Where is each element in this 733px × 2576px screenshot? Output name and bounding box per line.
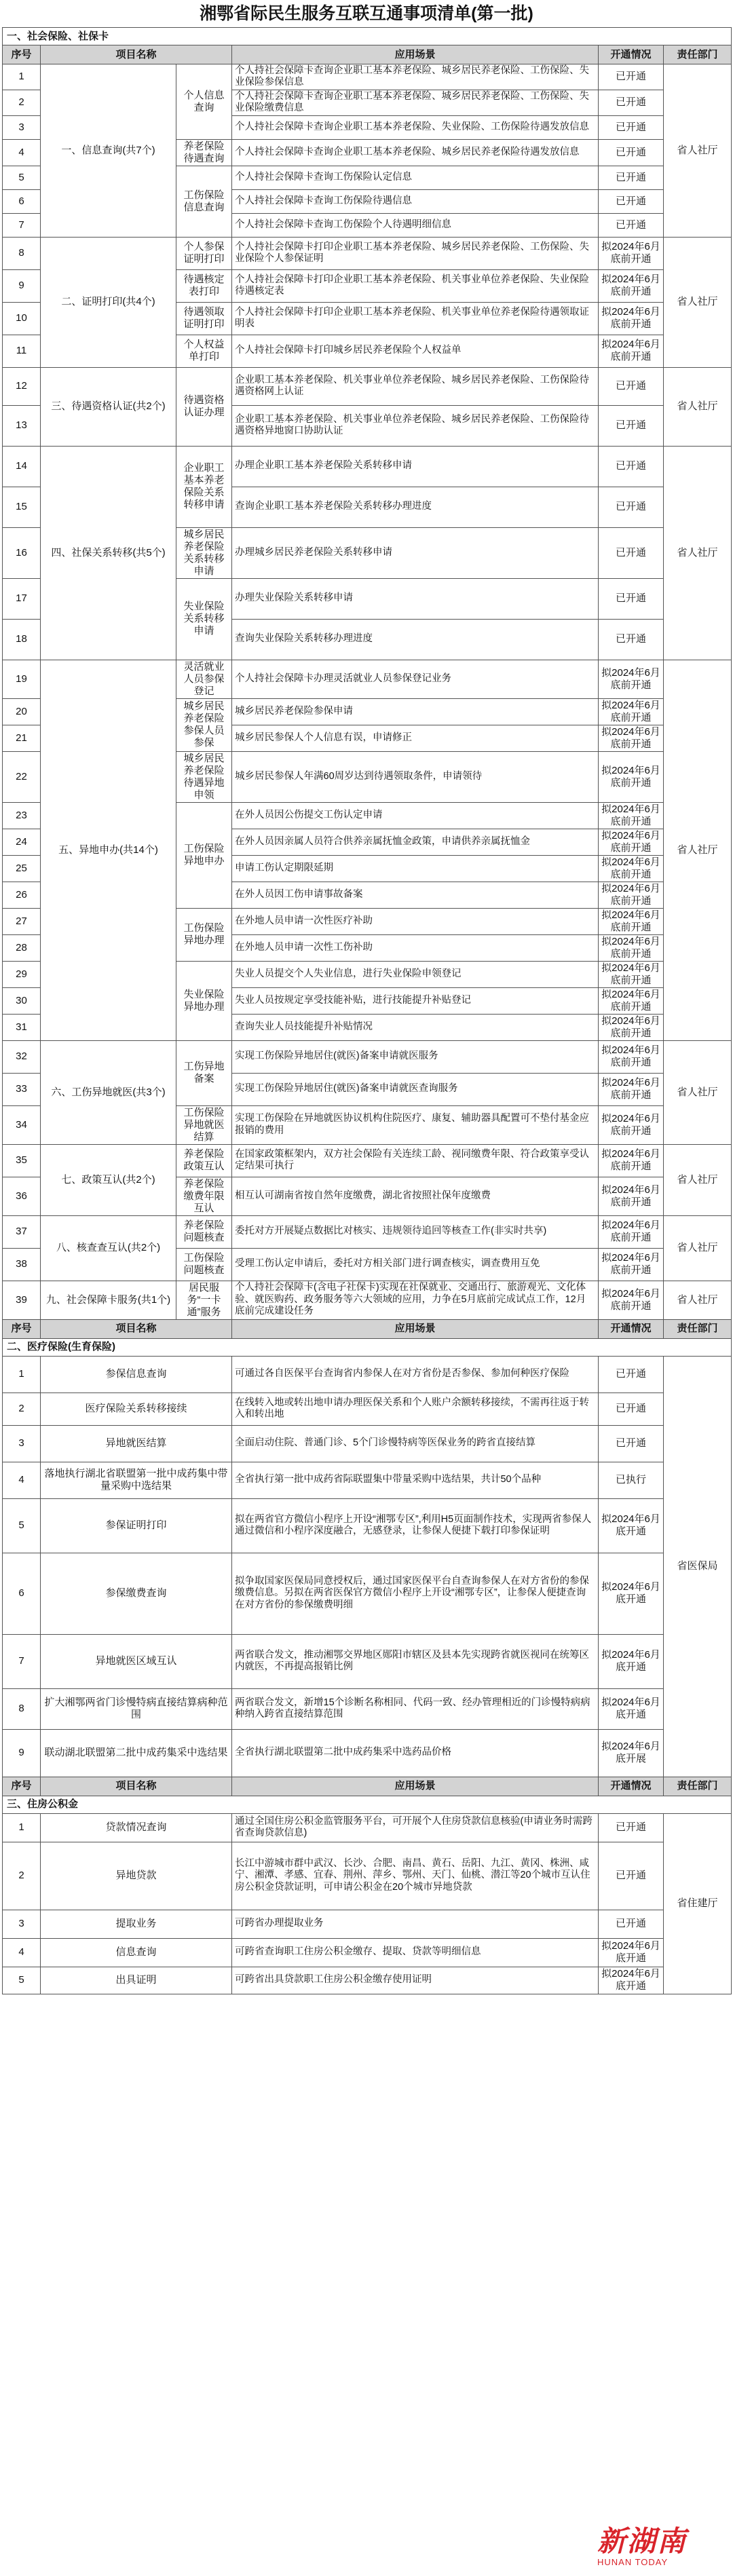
row-number: 3 bbox=[3, 1910, 41, 1938]
row-number: 20 bbox=[3, 698, 41, 725]
scene-cell: 个人持社会保障卡查询工伤保险认定信息 bbox=[232, 166, 599, 189]
row-number: 1 bbox=[3, 1813, 41, 1842]
item-name-cell: 参保信息查询 bbox=[41, 1356, 232, 1393]
scene-cell: 受理工伤认定申请后，委托对方相关部门进行调查核实，调查费用互免 bbox=[232, 1248, 599, 1281]
item-name-cell: 养老保险政策互认 bbox=[176, 1144, 232, 1177]
item-name-cell: 出具证明 bbox=[41, 1967, 232, 1994]
status-cell: 拟2024年6月底前开通 bbox=[599, 802, 664, 829]
item-name-cell: 居民服务“一卡通”服务 bbox=[176, 1281, 232, 1319]
status-cell: 拟2024年6月底前开通 bbox=[599, 908, 664, 934]
table-body bbox=[3, 28, 732, 1994]
item-name-cell: 异地就医结算 bbox=[41, 1425, 232, 1462]
scene-cell: 个人持社会保障卡打印企业职工基本养老保险、城乡居民养老保险、工伤保险、失业保险个人参保证明 bbox=[232, 237, 599, 269]
scene-cell: 可跨省出具贷款职工住房公积金缴存使用证明 bbox=[232, 1967, 599, 1994]
scene-cell: 在国家政策框架内，双方社会保险有关连续工龄、视同缴费年限、符合政策享受认定结果可执行 bbox=[232, 1144, 599, 1177]
status-cell: 拟2024年6月底前开通 bbox=[599, 1073, 664, 1105]
status-cell: 拟2024年6月底前开通 bbox=[599, 335, 664, 367]
item-name-cell: 工伤异地备案 bbox=[176, 1040, 232, 1105]
status-cell: 已执行 bbox=[599, 1462, 664, 1498]
status-cell: 拟2024年6月底前开通 bbox=[599, 934, 664, 961]
scene-cell: 个人持社会保障卡查询工伤保险个人待遇明细信息 bbox=[232, 213, 599, 237]
row-number: 1 bbox=[3, 1356, 41, 1393]
row-number: 6 bbox=[3, 189, 41, 213]
status-cell: 已开通 bbox=[599, 367, 664, 405]
table-row bbox=[3, 1462, 732, 1498]
table-row bbox=[3, 1215, 732, 1248]
status-cell: 已开通 bbox=[599, 64, 664, 90]
header-no: 序号 bbox=[3, 1777, 41, 1796]
scene-cell: 拟在两省官方微信小程序上开设“湘鄂专区”,利用H5页面制作技术，实现两省参保人通过微信和小程序深度融合，无感登录，让参保人便捷下载打印参保证明 bbox=[232, 1498, 599, 1553]
row-number: 31 bbox=[3, 1014, 41, 1040]
category-cell: 九、社会保障卡服务(共1个) bbox=[41, 1281, 176, 1319]
table-row bbox=[3, 1425, 732, 1462]
row-number: 9 bbox=[3, 1729, 41, 1777]
scene-cell: 个人持社会保障卡办理灵活就业人员参保登记业务 bbox=[232, 660, 599, 698]
status-cell: 拟2024年6月底前开通 bbox=[599, 1177, 664, 1215]
row-number: 14 bbox=[3, 446, 41, 487]
item-name-cell: 联动湖北联盟第二批中成药集采中选结果 bbox=[41, 1729, 232, 1777]
scene-cell: 全省执行湖北联盟第二批中成药集采中选药品价格 bbox=[232, 1729, 599, 1777]
table-header-row bbox=[3, 1319, 732, 1338]
department-cell: 省人社厅 bbox=[664, 367, 732, 446]
status-cell: 已开通 bbox=[599, 1910, 664, 1938]
status-cell: 已开通 bbox=[599, 578, 664, 619]
item-name-cell: 企业职工基本养老保险关系转移申请 bbox=[176, 446, 232, 527]
table-row bbox=[3, 1842, 732, 1910]
row-number: 30 bbox=[3, 987, 41, 1014]
page-title: 湘鄂省际民生服务互联互通事项清单(第一批) bbox=[200, 4, 533, 23]
table-row bbox=[3, 1967, 732, 1994]
item-name-cell: 医疗保险关系转移接续 bbox=[41, 1393, 232, 1425]
scene-cell: 在外地人员申请一次性工伤补助 bbox=[232, 934, 599, 961]
item-name-cell: 养老保险待遇查询 bbox=[176, 139, 232, 166]
category-cell: 二、证明打印(共4个) bbox=[41, 237, 176, 367]
item-name-cell: 个人参保证明打印 bbox=[176, 237, 232, 269]
scene-cell: 可跨省查询职工住房公积金缴存、提取、贷款等明细信息 bbox=[232, 1938, 599, 1967]
scene-cell: 实现工伤保险异地居住(就医)备案申请就医查询服务 bbox=[232, 1073, 599, 1105]
table-row bbox=[3, 1553, 732, 1634]
item-name-cell: 落地执行湖北省联盟第一批中成药集中带量采购中选结果 bbox=[41, 1462, 232, 1498]
item-name-cell: 待遇领取证明打印 bbox=[176, 302, 232, 335]
scene-cell: 通过全国住房公积金监管服务平台，可开展个人住房贷款信息核验(申请业务时需跨省查询贷款信息) bbox=[232, 1813, 599, 1842]
scene-cell: 全面启动住院、普通门诊、5个门诊慢特病等医保业务的跨省直接结算 bbox=[232, 1425, 599, 1462]
row-number: 35 bbox=[3, 1144, 41, 1177]
department-cell: 省人社厅 bbox=[664, 1144, 732, 1215]
table-row bbox=[3, 446, 732, 487]
table-row bbox=[3, 367, 732, 405]
item-name-cell: 工伤保险异地办理 bbox=[176, 908, 232, 961]
department-cell: 省人社厅 bbox=[664, 1215, 732, 1281]
header-no: 序号 bbox=[3, 45, 41, 64]
scene-cell: 两省联合发文，推动湘鄂交界地区郧阳市辖区及县本先实现跨省就医视同在统筹区内就医，不再提高报销比例 bbox=[232, 1634, 599, 1688]
row-number: 32 bbox=[3, 1040, 41, 1073]
status-cell: 拟2024年6月底前开通 bbox=[599, 987, 664, 1014]
scene-cell: 个人持社会保障卡查询企业职工基本养老保险、城乡居民养老保险、工伤保险、失业保险参保信息 bbox=[232, 64, 599, 90]
department-cell: 省住建厅 bbox=[664, 1813, 732, 1994]
table-row bbox=[3, 1688, 732, 1729]
department-cell: 省人社厅 bbox=[664, 660, 732, 1040]
status-cell: 已开通 bbox=[599, 1393, 664, 1425]
scene-cell: 可跨省办理提取业务 bbox=[232, 1910, 599, 1938]
department-cell: 省人社厅 bbox=[664, 446, 732, 660]
row-number: 17 bbox=[3, 578, 41, 619]
status-cell: 拟2024年6月底前开通 bbox=[599, 882, 664, 908]
scene-cell: 个人持社会保障卡查询企业职工基本养老保险、城乡居民养老保险、工伤保险、失业保险缴费信息 bbox=[232, 90, 599, 115]
status-cell: 拟2024年6月底前开通 bbox=[599, 660, 664, 698]
item-name-cell: 异地就医区域互认 bbox=[41, 1634, 232, 1688]
table-header-row bbox=[3, 45, 732, 64]
table-row bbox=[3, 1281, 732, 1319]
section-header-row bbox=[3, 1338, 732, 1356]
item-name-cell: 失业保险异地办理 bbox=[176, 961, 232, 1040]
status-cell: 拟2024年6月底开展 bbox=[599, 1729, 664, 1777]
status-cell: 拟2024年6月底前开通 bbox=[599, 1215, 664, 1248]
table-row bbox=[3, 1938, 732, 1967]
status-cell: 拟2024年6月底开通 bbox=[599, 1967, 664, 1994]
status-cell: 拟2024年6月底开通 bbox=[599, 1938, 664, 1967]
section-header-row bbox=[3, 1796, 732, 1813]
item-name-cell: 信息查询 bbox=[41, 1938, 232, 1967]
table-row bbox=[3, 660, 732, 698]
row-number: 7 bbox=[3, 213, 41, 237]
row-number: 27 bbox=[3, 908, 41, 934]
scene-cell: 失业人员按规定享受技能补贴，进行技能提升补贴登记 bbox=[232, 987, 599, 1014]
item-name-cell: 个人权益单打印 bbox=[176, 335, 232, 367]
scene-cell: 相互认可湖南省按自然年度缴费，湖北省按照社保年度缴费 bbox=[232, 1177, 599, 1215]
table-row bbox=[3, 237, 732, 269]
scene-cell: 申请工伤认定期限延期 bbox=[232, 855, 599, 882]
header-status: 开通情况 bbox=[599, 1319, 664, 1338]
category-cell: 七、政策互认(共2个) bbox=[41, 1144, 176, 1215]
item-name-cell: 城乡居民养老保险关系转移申请 bbox=[176, 527, 232, 578]
status-cell: 拟2024年6月底前开通 bbox=[599, 1105, 664, 1144]
item-name-cell: 工伤保险异地就医结算 bbox=[176, 1105, 232, 1144]
scene-cell: 查询失业人员技能提升补贴情况 bbox=[232, 1014, 599, 1040]
status-cell: 拟2024年6月底开通 bbox=[599, 1498, 664, 1553]
department-cell: 省医保局 bbox=[664, 1356, 732, 1777]
table-row bbox=[3, 1729, 732, 1777]
scene-cell: 在外人员因公伤提交工伤认定申请 bbox=[232, 802, 599, 829]
category-cell: 六、工伤异地就医(共3个) bbox=[41, 1040, 176, 1144]
category-cell: 四、社保关系转移(共5个) bbox=[41, 446, 176, 660]
item-name-cell: 养老保险缴费年限互认 bbox=[176, 1177, 232, 1215]
status-cell: 已开通 bbox=[599, 90, 664, 115]
status-cell: 拟2024年6月底前开通 bbox=[599, 1144, 664, 1177]
scene-cell: 个人持社会保障卡(含电子社保卡)实现在社保就业、交通出行、旅游观光、文化体验、就医购药、政务服务等六大领域的应用，力争在5月底前完成试点工作，12月底前完成建设任务 bbox=[232, 1281, 599, 1319]
department-cell: 省人社厅 bbox=[664, 64, 732, 238]
row-number: 3 bbox=[3, 115, 41, 139]
header-dept: 责任部门 bbox=[664, 1777, 732, 1796]
row-number: 8 bbox=[3, 237, 41, 269]
item-name-cell: 贷款情况查询 bbox=[41, 1813, 232, 1842]
row-number: 5 bbox=[3, 1967, 41, 1994]
service-list-table bbox=[2, 27, 732, 1994]
row-number: 8 bbox=[3, 1688, 41, 1729]
table-header-row bbox=[3, 1777, 732, 1796]
status-cell: 已开通 bbox=[599, 1813, 664, 1842]
header-no: 序号 bbox=[3, 1319, 41, 1338]
item-name-cell: 个人信息查询 bbox=[176, 64, 232, 140]
scene-cell: 城乡居民参保人年满60周岁达到待遇领取条件，申请领待 bbox=[232, 751, 599, 802]
row-number: 28 bbox=[3, 934, 41, 961]
scene-cell: 办理企业职工基本养老保险关系转移申请 bbox=[232, 446, 599, 487]
scene-cell: 个人持社会保障卡打印企业职工基本养老保险、机关事业单位养老保险待遇领取证明表 bbox=[232, 302, 599, 335]
row-number: 5 bbox=[3, 166, 41, 189]
item-name-cell: 参保缴费查询 bbox=[41, 1553, 232, 1634]
status-cell: 拟2024年6月底开通 bbox=[599, 1634, 664, 1688]
header-status: 开通情况 bbox=[599, 45, 664, 64]
item-name-cell: 扩大湘鄂两省门诊慢特病直接结算病种范围 bbox=[41, 1688, 232, 1729]
row-number: 4 bbox=[3, 1938, 41, 1967]
table-row bbox=[3, 1910, 732, 1938]
status-cell: 已开通 bbox=[599, 213, 664, 237]
row-number: 4 bbox=[3, 1462, 41, 1498]
row-number: 4 bbox=[3, 139, 41, 166]
scene-cell: 个人持社会保障卡查询工伤保险待遇信息 bbox=[232, 189, 599, 213]
category-cell: 八、核查查互认(共2个) bbox=[41, 1215, 176, 1281]
status-cell: 拟2024年6月底前开通 bbox=[599, 269, 664, 302]
header-scene: 应用场景 bbox=[232, 1777, 599, 1796]
row-number: 1 bbox=[3, 64, 41, 90]
header-status: 开通情况 bbox=[599, 1777, 664, 1796]
item-name-cell: 提取业务 bbox=[41, 1910, 232, 1938]
header-dept: 责任部门 bbox=[664, 45, 732, 64]
row-number: 16 bbox=[3, 527, 41, 578]
row-number: 22 bbox=[3, 751, 41, 802]
scene-cell: 失业人员提交个人失业信息，进行失业保险申领登记 bbox=[232, 961, 599, 987]
table-row bbox=[3, 1040, 732, 1073]
status-cell: 拟2024年6月底前开通 bbox=[599, 1014, 664, 1040]
watermark-subtitle: HUNAN TODAY bbox=[597, 2557, 669, 2567]
header-item: 项目名称 bbox=[41, 45, 232, 64]
header-item: 项目名称 bbox=[41, 1777, 232, 1796]
row-number: 6 bbox=[3, 1553, 41, 1634]
item-name-cell: 养老保险问题核查 bbox=[176, 1215, 232, 1248]
scene-cell: 办理失业保险关系转移申请 bbox=[232, 578, 599, 619]
item-name-cell: 城乡居民养老保险待遇异地申领 bbox=[176, 751, 232, 802]
row-number: 11 bbox=[3, 335, 41, 367]
watermark-logo-text: 新湖南 bbox=[597, 2524, 688, 2558]
status-cell: 已开通 bbox=[599, 115, 664, 139]
status-cell: 拟2024年6月底前开通 bbox=[599, 1281, 664, 1319]
header-item: 项目名称 bbox=[41, 1319, 232, 1338]
row-number: 10 bbox=[3, 302, 41, 335]
item-name-cell: 失业保险关系转移申请 bbox=[176, 578, 232, 660]
item-name-cell: 待遇核定表打印 bbox=[176, 269, 232, 302]
item-name-cell: 工伤保险信息查询 bbox=[176, 166, 232, 237]
item-name-cell: 异地贷款 bbox=[41, 1842, 232, 1910]
status-cell: 已开通 bbox=[599, 446, 664, 487]
scene-cell: 查询企业职工基本养老保险关系转移办理进度 bbox=[232, 487, 599, 527]
item-name-cell: 工伤保险问题核查 bbox=[176, 1248, 232, 1281]
row-number: 26 bbox=[3, 882, 41, 908]
status-cell: 已开通 bbox=[599, 1842, 664, 1910]
scene-cell: 委托对方开展疑点数据比对核实、违规领待追回等核查工作(非实时共享) bbox=[232, 1215, 599, 1248]
scene-cell: 个人持社会保障卡打印企业职工基本养老保险、机关事业单位养老保险、失业保险待遇核定表 bbox=[232, 269, 599, 302]
scene-cell: 在外地人员申请一次性医疗补助 bbox=[232, 908, 599, 934]
row-number: 23 bbox=[3, 802, 41, 829]
row-number: 12 bbox=[3, 367, 41, 405]
category-cell: 五、异地申办(共14个) bbox=[41, 660, 176, 1040]
scene-cell: 实现工伤保险在异地就医协议机构住院医疗、康复、辅助器具配置可不垫付基金应报销的费用 bbox=[232, 1105, 599, 1144]
table-row bbox=[3, 1634, 732, 1688]
row-number: 36 bbox=[3, 1177, 41, 1215]
row-number: 24 bbox=[3, 829, 41, 855]
status-cell: 拟2024年6月底前开通 bbox=[599, 698, 664, 725]
item-name-cell: 灵活就业人员参保登记 bbox=[176, 660, 232, 698]
header-scene: 应用场景 bbox=[232, 1319, 599, 1338]
row-number: 3 bbox=[3, 1425, 41, 1462]
status-cell: 拟2024年6月底前开通 bbox=[599, 1040, 664, 1073]
item-name-cell: 工伤保险异地申办 bbox=[176, 802, 232, 908]
category-cell: 三、待遇资格认证(共2个) bbox=[41, 367, 176, 446]
status-cell: 拟2024年6月底前开通 bbox=[599, 725, 664, 751]
row-number: 19 bbox=[3, 660, 41, 698]
status-cell: 已开通 bbox=[599, 487, 664, 527]
status-cell: 拟2024年6月底前开通 bbox=[599, 237, 664, 269]
status-cell: 拟2024年6月底前开通 bbox=[599, 302, 664, 335]
row-number: 2 bbox=[3, 90, 41, 115]
scene-cell: 个人持社会保障卡查询企业职工基本养老保险、失业保险、工伤保险待遇发放信息 bbox=[232, 115, 599, 139]
row-number: 39 bbox=[3, 1281, 41, 1319]
table-row bbox=[3, 1498, 732, 1553]
scene-cell: 拟争取国家医保局同意授权后，通过国家医保平台自查询参保人在对方省份的参保缴费信息。另拟在两省医保官方微信小程序上开设“湘鄂专区”，让参保人便捷查询在对方省份的参保缴费明细 bbox=[232, 1553, 599, 1634]
section-title: 一、社会保险、社保卡 bbox=[3, 28, 732, 45]
status-cell: 已开通 bbox=[599, 139, 664, 166]
row-number: 7 bbox=[3, 1634, 41, 1688]
scene-cell: 在外人员因亲属人员符合供养亲属抚恤金政策，申请供养亲属抚恤金 bbox=[232, 829, 599, 855]
scene-cell: 全省执行第一批中成药省际联盟集中带量采购中选结果，共计50个品种 bbox=[232, 1462, 599, 1498]
scene-cell: 城乡居民参保人个人信息有误，申请修正 bbox=[232, 725, 599, 751]
row-number: 18 bbox=[3, 619, 41, 660]
table-row bbox=[3, 1356, 732, 1393]
section-header-row bbox=[3, 28, 732, 45]
status-cell: 已开通 bbox=[599, 619, 664, 660]
department-cell: 省人社厅 bbox=[664, 1040, 732, 1144]
department-cell: 省人社厅 bbox=[664, 237, 732, 367]
status-cell: 已开通 bbox=[599, 166, 664, 189]
status-cell: 拟2024年6月底前开通 bbox=[599, 829, 664, 855]
department-cell: 省人社厅 bbox=[664, 1281, 732, 1319]
status-cell: 拟2024年6月底前开通 bbox=[599, 1248, 664, 1281]
scene-cell: 查询失业保险关系转移办理进度 bbox=[232, 619, 599, 660]
row-number: 2 bbox=[3, 1842, 41, 1910]
scene-cell: 长江中游城市群中武汉、长沙、合肥、南昌、黄石、岳阳、九江、黄冈、株洲、咸宁、湘潭、孝感、宜春、荆州、萍乡、鄂州、天门、仙桃、潜江等20个城市互认住房公积金贷款证明，可申请公积金在20个城市异地贷款 bbox=[232, 1842, 599, 1910]
row-number: 5 bbox=[3, 1498, 41, 1553]
header-scene: 应用场景 bbox=[232, 45, 599, 64]
row-number: 9 bbox=[3, 269, 41, 302]
scene-cell: 两省联合发文，新增15个诊断名称相同、代码一致、经办管理相近的门诊慢特病病种纳入跨省直接结算范围 bbox=[232, 1688, 599, 1729]
row-number: 37 bbox=[3, 1215, 41, 1248]
status-cell: 拟2024年6月底前开通 bbox=[599, 961, 664, 987]
table-row bbox=[3, 64, 732, 90]
scene-cell: 可通过各自医保平台查询省内参保人在对方省份是否参保、参加何种医疗保险 bbox=[232, 1356, 599, 1393]
scene-cell: 在线转入地或转出地申请办理医保关系和个人账户余额转移接续，不需再往返于转入和转出地 bbox=[232, 1393, 599, 1425]
row-number: 38 bbox=[3, 1248, 41, 1281]
scene-cell: 实现工伤保险异地居住(就医)备案申请就医服务 bbox=[232, 1040, 599, 1073]
table-row bbox=[3, 1144, 732, 1177]
category-cell: 一、信息查询(共7个) bbox=[41, 64, 176, 238]
status-cell: 拟2024年6月底前开通 bbox=[599, 855, 664, 882]
scene-cell: 城乡居民养老保险参保申请 bbox=[232, 698, 599, 725]
news-logo-watermark bbox=[597, 2526, 726, 2573]
scene-cell: 企业职工基本养老保险、机关事业单位养老保险、城乡居民养老保险、工伤保险待遇资格异地窗口协助认证 bbox=[232, 405, 599, 446]
status-cell: 拟2024年6月底开通 bbox=[599, 1553, 664, 1634]
status-cell: 已开通 bbox=[599, 527, 664, 578]
status-cell: 拟2024年6月底开通 bbox=[599, 1688, 664, 1729]
status-cell: 已开通 bbox=[599, 189, 664, 213]
scene-cell: 个人持社会保障卡打印城乡居民养老保险个人权益单 bbox=[232, 335, 599, 367]
table-row bbox=[3, 1393, 732, 1425]
header-dept: 责任部门 bbox=[664, 1319, 732, 1338]
scene-cell: 在外人员因工伤申请事故备案 bbox=[232, 882, 599, 908]
item-name-cell: 参保证明打印 bbox=[41, 1498, 232, 1553]
row-number: 29 bbox=[3, 961, 41, 987]
row-number: 25 bbox=[3, 855, 41, 882]
item-name-cell: 待遇资格认证办理 bbox=[176, 367, 232, 446]
row-number: 21 bbox=[3, 725, 41, 751]
row-number: 33 bbox=[3, 1073, 41, 1105]
status-cell: 已开通 bbox=[599, 1425, 664, 1462]
scene-cell: 个人持社会保障卡查询企业职工基本养老保险、城乡居民养老保险待遇发放信息 bbox=[232, 139, 599, 166]
row-number: 15 bbox=[3, 487, 41, 527]
section-title: 三、住房公积金 bbox=[3, 1796, 732, 1813]
row-number: 34 bbox=[3, 1105, 41, 1144]
table-row bbox=[3, 1813, 732, 1842]
status-cell: 已开通 bbox=[599, 1356, 664, 1393]
status-cell: 拟2024年6月底前开通 bbox=[599, 751, 664, 802]
scene-cell: 办理城乡居民养老保险关系转移申请 bbox=[232, 527, 599, 578]
scene-cell: 企业职工基本养老保险、机关事业单位养老保险、城乡居民养老保险、工伤保险待遇资格网上认证 bbox=[232, 367, 599, 405]
row-number: 2 bbox=[3, 1393, 41, 1425]
section-title: 二、医疗保险(生育保险) bbox=[3, 1338, 732, 1356]
item-name-cell: 城乡居民养老保险参保人员参保 bbox=[176, 698, 232, 751]
row-number: 13 bbox=[3, 405, 41, 446]
status-cell: 已开通 bbox=[599, 405, 664, 446]
